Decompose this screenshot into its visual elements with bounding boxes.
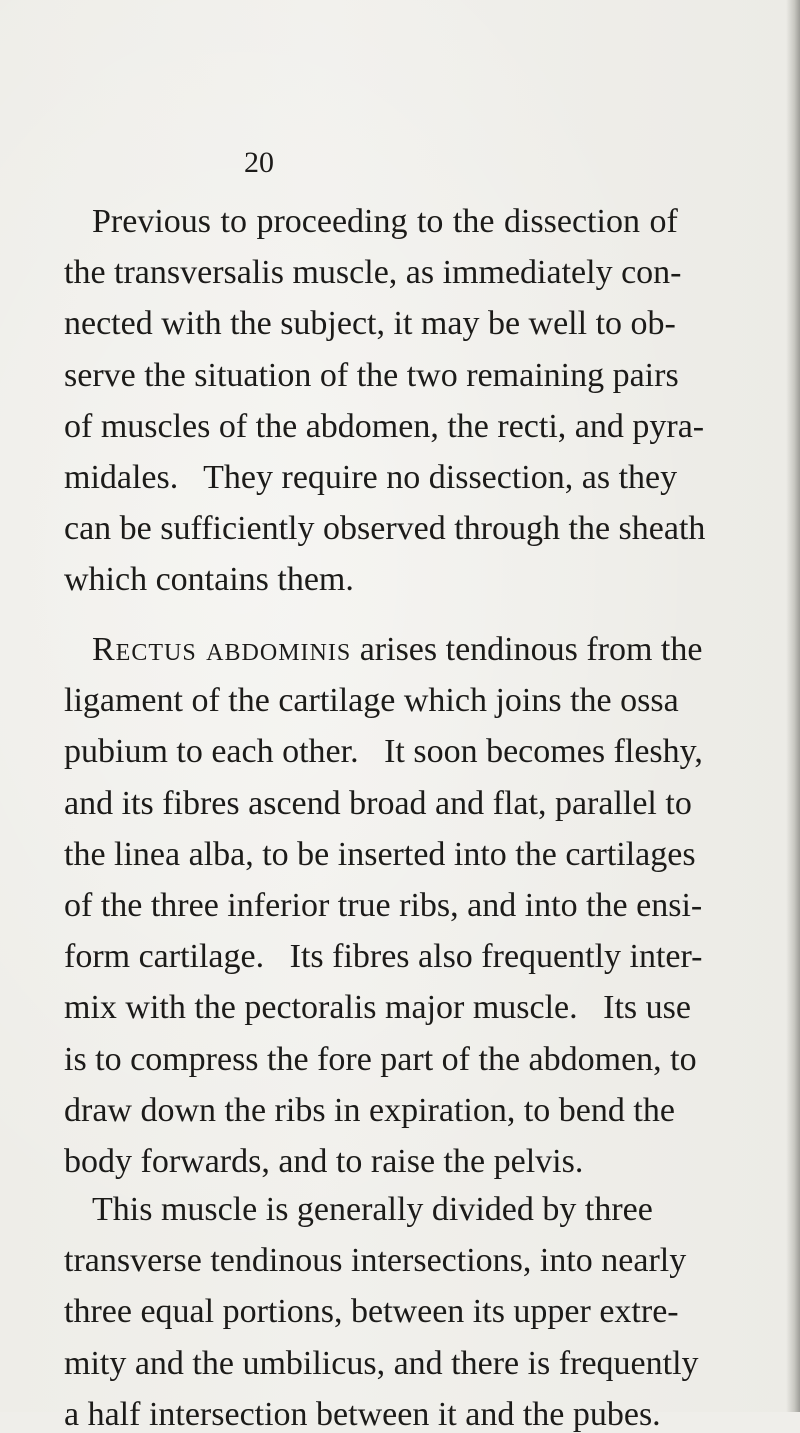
text-line: ligament of the cartilage which joins the ossa (64, 682, 679, 719)
page-number: 20 (244, 146, 274, 179)
text-line: draw down the ribs in expiration, to bend the (64, 1092, 675, 1129)
text-line: midales. They require no dissection, as they (64, 459, 678, 496)
text-line (92, 633, 702, 667)
text-line: This muscle is generally divided by three (92, 1191, 653, 1228)
page-edge-shadow (786, 0, 800, 1412)
text-line: can be sufficiently observed through the sheath (64, 510, 706, 547)
text-line: form cartilage. Its fibres also frequently inter- (64, 938, 703, 975)
text-line: nected with the subject, it may be well to ob- (64, 305, 676, 342)
text-line: body forwards, and to raise the pelvis. (64, 1143, 584, 1180)
text-line: of muscles of the abdomen, the recti, and pyra- (64, 408, 705, 445)
text-line: Previous to proceeding to the dissection of (92, 203, 678, 240)
text-line: serve the situation of the two remaining pairs (64, 357, 679, 394)
text-line: and its fibres ascend broad and flat, parallel to (64, 785, 692, 822)
text-line: a half intersection between it and the pubes. (64, 1396, 661, 1433)
text-line: three equal portions, between its upper extre- (64, 1293, 679, 1330)
text-line: pubium to each other. It soon becomes fleshy, (64, 733, 703, 770)
text-line: the transversalis muscle, as immediately con- (64, 254, 682, 291)
text-line: mix with the pectoralis major muscle. Its use (64, 989, 691, 1026)
text-line: the linea alba, to be inserted into the cartilages (64, 836, 696, 873)
text-line: of the three inferior true ribs, and into the ensi- (64, 887, 703, 924)
text-line: transverse tendinous intersections, into nearly (64, 1242, 687, 1279)
text-line: which contains them. (64, 561, 354, 598)
text-line-continuation: arises tendinous from the (351, 631, 703, 668)
text-line: is to compress the fore part of the abdomen, to (64, 1041, 697, 1078)
section-heading: Rectus abdominis (92, 631, 352, 668)
text-line: mity and the umbilicus, and there is frequently (64, 1345, 699, 1382)
